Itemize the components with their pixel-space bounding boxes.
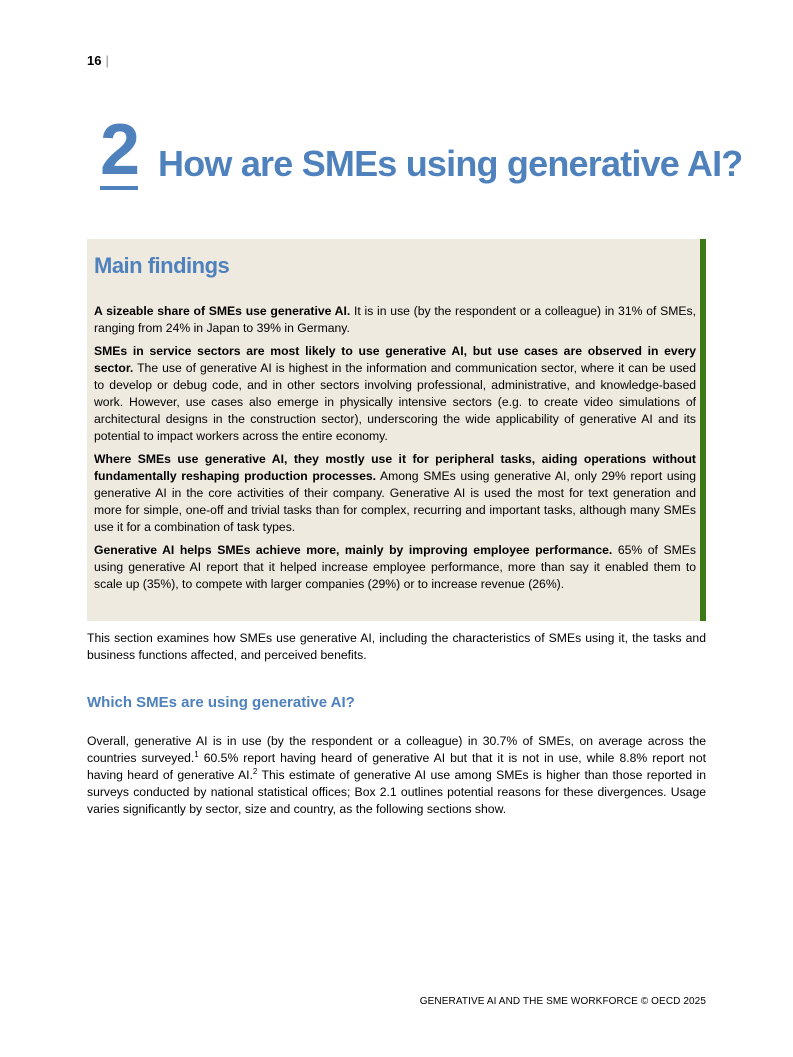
- main-findings-box: [87, 239, 706, 621]
- intro-paragraph: This section examines how SMEs use generative AI, including the characteristics of SMEs using it, the tasks and business functions affected, and perceived benefits.: [87, 631, 706, 662]
- page-number-value: 16: [87, 53, 102, 68]
- finding-lead: Where SMEs use generative AI, they mostly use it for peripheral tasks, aiding operations without fundamentally reshaping production processes.: [94, 452, 696, 483]
- body-text-3: This estimate of generative AI use among SMEs is higher than those reported in surveys conducted by national statistical offices; Box 2.1 outlines potential reasons for these divergences. Usage varies significantly by sector, size and country, as the following sections show.: [87, 768, 707, 816]
- finding-text: It is in use (by the respondent or a colleague) in 31% of SMEs, ranging from 24% in Japan to 39% in Germany.: [94, 304, 696, 335]
- finding-paragraph: [94, 343, 696, 445]
- footnote-ref-1[interactable]: 1: [194, 749, 199, 759]
- page-number-separator: |: [105, 53, 109, 68]
- finding-lead: SMEs in service sectors are most likely to use generative AI, but use cases are observed in every sector.: [94, 344, 696, 375]
- finding-lead: Generative AI helps SMEs achieve more, mainly by improving employee performance.: [94, 543, 613, 557]
- finding-text: The use of generative AI is highest in the information and communication sector, where it can be used to develop or debug code, and in other sectors involving professional, administrative, and knowledge-based work. However, use cases also emerge in physically intensive sectors (e.g. to create video simulations of architectural designs in the construction sector), underscoring the wide applicability of generative AI and its potential to impact workers across the entire economy.: [94, 361, 696, 443]
- chapter-heading: [100, 110, 742, 190]
- chapter-number: 2: [100, 110, 139, 190]
- section-heading: Which SMEs are using generative AI?: [87, 694, 355, 711]
- body-paragraph: [87, 733, 706, 818]
- finding-paragraph: [94, 542, 696, 593]
- page-number: [87, 53, 109, 68]
- page-footer: GENERATIVE AI AND THE SME WORKFORCE © OECD 2025: [419, 996, 706, 1007]
- finding-text: Among SMEs using generative AI, only 29% report using generative AI in the core activities of their company. Generative AI is used the most for text generation and more for simple, one-off and trivial tasks than for complex, recurring and important tasks, although many SMEs use it for a combination of task types.: [94, 469, 696, 534]
- chapter-title: How are SMEs using generative AI?: [158, 143, 743, 184]
- finding-paragraph: [94, 303, 696, 337]
- main-findings-heading: Main findings: [94, 253, 230, 278]
- main-findings-body: [94, 303, 696, 599]
- finding-lead: A sizeable share of SMEs use generative AI.: [94, 304, 351, 318]
- footnote-ref-2[interactable]: 2: [252, 766, 258, 776]
- body-text-1: Overall, generative AI is in use (by the respondent or a colleague) in 30.7% of SMEs, on average across the countries surveyed.: [87, 734, 706, 765]
- finding-paragraph: [94, 451, 696, 536]
- body-text-2: 60.5% report having heard of generative AI but that it is not in use, while 8.8% report not having heard of generative AI.: [87, 751, 707, 782]
- finding-text: 65% of SMEs using generative AI report that it helped increase employee performance, more than say it enabled them to scale up (35%), to compete with larger companies (29%) or to increase revenue (26%).: [94, 543, 696, 591]
